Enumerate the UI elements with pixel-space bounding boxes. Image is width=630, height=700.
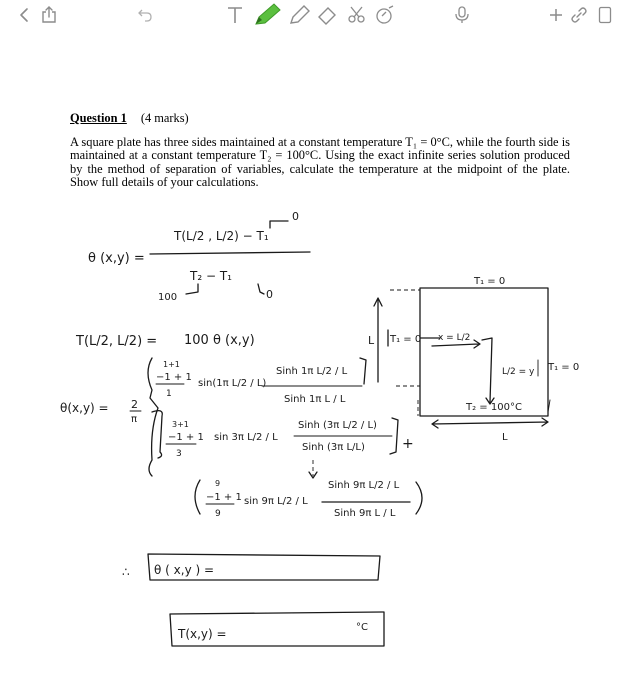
term2-power: 3+1	[172, 420, 189, 429]
term1-sinh-den: Sinh 1π L / L	[284, 394, 346, 405]
t-answer-unit: °C	[356, 622, 368, 633]
t-mid-lhs: T(L/2, L/2) =	[76, 334, 158, 349]
diagram-x-label: x = L/2	[438, 333, 471, 343]
microphone-icon	[454, 5, 470, 25]
term2-sinh-num: Sinh (3π L/2 / L)	[298, 420, 377, 431]
diagram-height-arrowhead	[374, 298, 382, 306]
back-button[interactable]	[14, 0, 34, 30]
page-view-button[interactable]	[594, 0, 616, 30]
term3-left-paren	[195, 480, 200, 514]
toolbar	[0, 0, 630, 30]
share-icon	[41, 6, 57, 24]
theta-answer-label: θ ( x,y ) =	[154, 563, 215, 577]
term2-den: 3	[176, 449, 182, 459]
diagram-bottom-L: L	[502, 432, 508, 443]
series-plus-sign: +	[402, 436, 414, 452]
shapes-icon	[374, 4, 396, 26]
term2-sinh-den: Sinh (3π L/L)	[302, 442, 365, 453]
question-title: Question 1	[70, 111, 127, 125]
diagram-right-label: T₁ = 0	[548, 362, 580, 373]
diagram-left-tick	[388, 330, 440, 346]
term3-power: 9	[215, 479, 221, 488]
undo-icon	[137, 7, 153, 23]
text-tool-button[interactable]	[224, 0, 246, 30]
term3-sinh-den: Sinh 9π L / L	[334, 508, 396, 519]
link-button[interactable]	[568, 0, 590, 30]
series-coef-two: 2	[131, 398, 138, 411]
highlighter-button[interactable]	[286, 0, 312, 30]
eraser-icon	[316, 4, 338, 26]
chevron-left-icon	[18, 7, 30, 23]
series-coef-pi: π	[131, 414, 138, 425]
microphone-button[interactable]	[450, 0, 474, 30]
diagram-y-label: L/2 = y	[502, 367, 535, 377]
diagram-left-L: L	[368, 334, 375, 347]
term1-sinh-num: Sinh 1π L/2 / L	[276, 366, 348, 377]
num-zero-arrow	[270, 221, 288, 228]
term3-sinh-num: Sinh 9π L/2 / L	[328, 480, 400, 491]
theta-def-den-zero: 0	[266, 288, 273, 301]
theta-def-lhs: θ (x,y) =	[88, 251, 145, 266]
lasso-icon	[345, 4, 369, 26]
theta-answer-box[interactable]	[148, 554, 380, 580]
pen-icon	[250, 2, 284, 28]
pen-tool-button[interactable]	[250, 0, 284, 30]
term3-right-paren	[416, 482, 422, 514]
question-marks: (4 marks)	[140, 111, 189, 125]
term1-sin: sin(1π L/2 / L)	[198, 378, 267, 389]
term3-coef: −1 + 1	[206, 492, 242, 503]
therefore-symbol: ∴	[122, 565, 130, 579]
add-page-button[interactable]	[546, 0, 566, 30]
term3-den: 9	[215, 509, 221, 519]
theta-def-denominator: T₂ − T₁	[190, 269, 232, 283]
term2-coef: −1 + 1	[168, 432, 204, 443]
undo-button[interactable]	[134, 0, 156, 30]
den-zero-arrow	[258, 284, 264, 294]
series-left-bracket	[148, 358, 158, 476]
text-tool-icon	[226, 5, 244, 25]
t-answer-box[interactable]	[170, 612, 384, 646]
t-mid-rhs: 100 θ (x,y)	[184, 333, 255, 348]
term3-sin: sin 9π L/2 / L	[244, 496, 308, 507]
term2-sin: sin 3π L/2 / L	[214, 432, 278, 443]
term2-right-bracket	[390, 418, 398, 454]
plate-square	[420, 288, 548, 416]
theta-def-numerator: T(L/2 , L/2) − T₁	[174, 229, 269, 243]
eraser-button[interactable]	[314, 0, 340, 30]
link-icon	[570, 6, 588, 24]
question-block	[70, 112, 570, 190]
diagram-y-arrow	[482, 338, 494, 404]
diagram-top-label: T₁ = 0	[474, 276, 506, 287]
diagram-x-arrow	[432, 340, 480, 348]
t-answer-label: T(x,y) =	[178, 627, 227, 641]
term2-left-bracket	[152, 411, 162, 458]
question-body: A square plate has three sides maintained at a constant temperature T₁ = 0°C, while the fourth side is maintained at a constant temperature T₂ = 100°C. Using the exact infinite series solution produced by the method of separation of variables, calculate the temperature at the midpoint of the plate. Show full details of your calculations.	[70, 134, 570, 190]
theta-def-fraction-bar	[150, 252, 310, 254]
theta-def-den-100: 100	[158, 292, 178, 303]
shapes-button[interactable]	[372, 0, 398, 30]
term3-arrow-head	[309, 472, 317, 478]
theta-def-num-zero: 0	[292, 210, 299, 223]
theta-series-lhs: θ(x,y) =	[60, 401, 109, 415]
question-header	[70, 112, 570, 126]
page-icon	[598, 6, 612, 24]
diagram-bottom-tick	[548, 400, 550, 412]
term1-den: 1	[166, 389, 172, 399]
den-100-arrow	[186, 284, 198, 294]
plus-icon	[548, 7, 564, 23]
term1-coef: −1 + 1	[156, 372, 192, 383]
diagram-width-arrow	[432, 418, 548, 428]
term1-right-bracket	[360, 358, 366, 384]
lasso-button[interactable]	[344, 0, 370, 30]
term1-power: 1+1	[163, 360, 180, 369]
share-button[interactable]	[38, 0, 60, 30]
highlighter-icon	[287, 4, 311, 26]
diagram-left-label: T₁ = 0	[390, 334, 422, 345]
diagram-bottom-label: T₂ = 100°C	[466, 402, 522, 413]
